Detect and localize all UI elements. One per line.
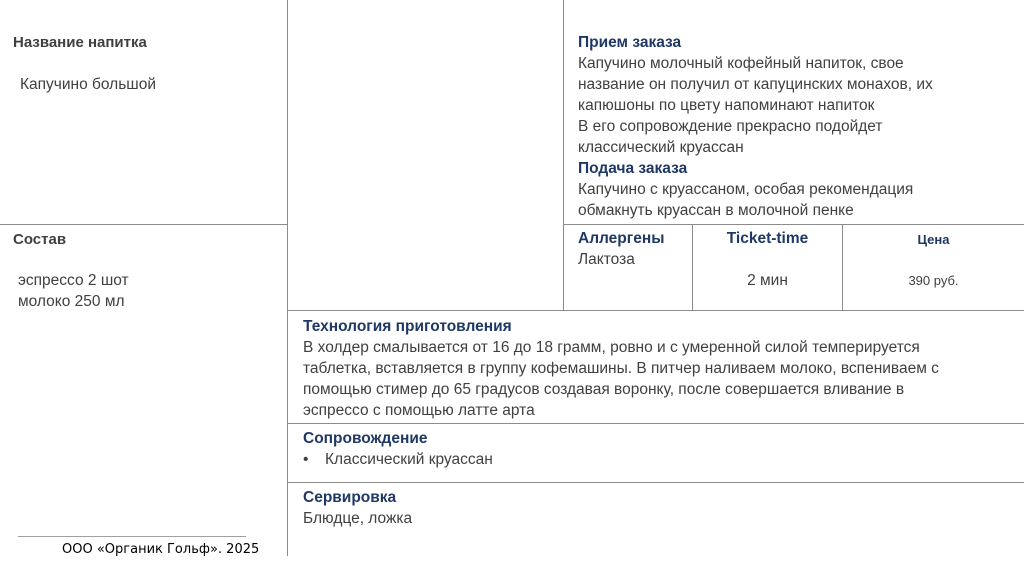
order-serving-title: Подача заказа	[578, 160, 688, 177]
drink-name-title: Название напитка	[13, 34, 147, 51]
technology-line: таблетка, вставляется в группу кофемашины. В питчер наливаем молоко, вспениваем с	[303, 360, 939, 377]
serving-title: Сервировка	[303, 489, 397, 506]
technology-line: В холдер смалывается от 16 до 18 грамм, ровно и с умеренной силой темперируется	[303, 339, 920, 356]
allergens-title: Аллергены	[578, 230, 665, 247]
order-serving-line: Капучино с круассаном, особая рекомендация	[578, 181, 914, 198]
footer-company: ООО «Органик Гольф». 2025	[62, 542, 260, 557]
accompaniment-item-label: Классический круассан	[325, 451, 493, 468]
accompaniment-title: Сопровождение	[303, 430, 428, 447]
order-taking-title: Прием заказа	[578, 34, 682, 51]
allergens-value: Лактоза	[578, 251, 635, 268]
accompaniment-item	[303, 449, 493, 470]
ticket-time-title: Ticket-time	[726, 230, 809, 247]
divider-technology	[287, 310, 1024, 311]
technology-title: Технология приготовления	[303, 318, 512, 335]
ticket-time-cell	[693, 228, 842, 291]
divider-right-column	[563, 0, 564, 310]
price-title: Цена	[917, 232, 950, 247]
composition-item: эспрессо 2 шот	[18, 272, 129, 289]
accompaniment-block	[303, 428, 493, 470]
composition-list	[18, 270, 129, 312]
order-info-block	[578, 32, 1018, 221]
divider-left-column	[287, 0, 288, 556]
price-cell	[843, 230, 1024, 290]
price-value: 390 руб.	[908, 273, 959, 288]
technology-block	[303, 316, 1021, 421]
order-taking-line: В его сопровождение прекрасно подойдет	[578, 118, 883, 135]
serving-block	[303, 487, 412, 529]
composition-item: молоко 250 мл	[18, 293, 125, 310]
order-taking-line: капюшоны по цвету напоминают напиток	[578, 97, 875, 114]
serving-value: Блюдце, ложка	[303, 510, 413, 527]
bullet: •	[303, 451, 309, 468]
divider-serving	[287, 482, 1024, 483]
technology-line: помощью стимер до 65 градусов создавая воронку, после совершается вливание в	[303, 381, 905, 398]
footer-rule	[18, 536, 246, 537]
drink-name-value: Капучино большой	[20, 76, 157, 93]
divider-accompaniment	[287, 423, 1024, 424]
order-serving-line: обмакнуть круассан в молочной пенке	[578, 202, 854, 219]
technology-line: эспрессо с помощью латте арта	[303, 402, 535, 419]
ticket-time-value: 2 мин	[747, 272, 788, 289]
composition-title: Состав	[13, 231, 67, 248]
allergens-cell	[578, 228, 664, 270]
order-taking-line: Капучино молочный кофейный напиток, свое	[578, 55, 904, 72]
divider-composition	[0, 224, 287, 225]
divider-order-info	[563, 224, 1024, 225]
order-taking-line: классический круассан	[578, 139, 744, 156]
order-taking-line: название он получил от капуцинских монахов, их	[578, 76, 933, 93]
